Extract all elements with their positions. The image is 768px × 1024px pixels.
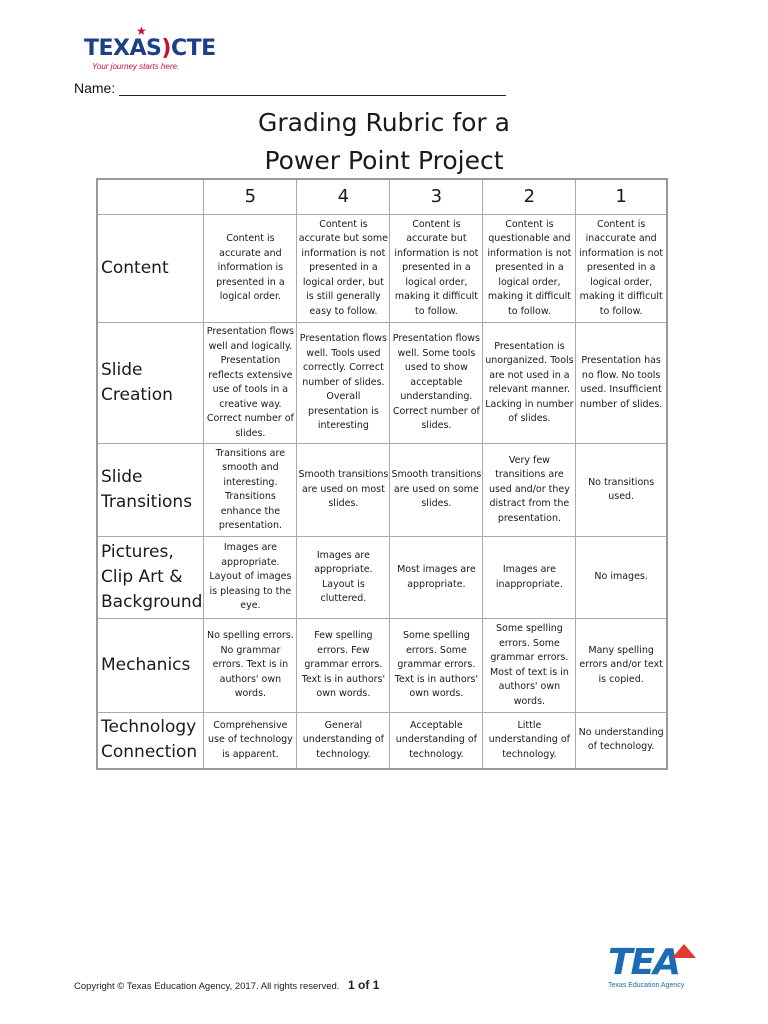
tea-logo bbox=[608, 944, 698, 994]
rubric-cell: Presentation is unorganized. Tools are not used in a relevant manner. Lacking in number of slides. bbox=[483, 323, 576, 444]
title-line-1: Grading Rubric for a bbox=[258, 108, 510, 137]
rubric-cell: No transitions used. bbox=[576, 444, 667, 537]
rubric-cell: Some spelling errors. Some grammar errors. Text is in authors' own words. bbox=[390, 619, 483, 713]
logo-wordmark: TEXAS)CTE bbox=[84, 36, 216, 61]
rubric-cell: Most images are appropriate. bbox=[390, 537, 483, 619]
table-row bbox=[97, 323, 667, 444]
rubric-cell: Images are appropriate. Layout of images is pleasing to the eye. bbox=[204, 537, 297, 619]
texas-cte-logo bbox=[84, 24, 214, 72]
rubric-cell: Content is accurate and information is presented in a logical order. bbox=[204, 215, 297, 323]
rubric-cell: Smooth transitions are used on some slides. bbox=[390, 444, 483, 537]
tea-subtitle: Texas Education Agency bbox=[608, 982, 685, 989]
name-field bbox=[74, 80, 506, 96]
rubric-cell: Transitions are smooth and interesting. Transitions enhance the presentation. bbox=[204, 444, 297, 537]
rubric-cell: Comprehensive use of technology is apparent. bbox=[204, 713, 297, 769]
name-label: Name: bbox=[74, 80, 116, 96]
header-score-5: 5 bbox=[204, 179, 297, 215]
criterion-label: Mechanics bbox=[97, 619, 204, 713]
rubric-cell: Smooth transitions are used on most slides. bbox=[297, 444, 390, 537]
rubric-cell: Images are appropriate. Layout is cluttered. bbox=[297, 537, 390, 619]
footer bbox=[74, 978, 379, 992]
rubric-cell: Images are inappropriate. bbox=[483, 537, 576, 619]
rubric-cell: No images. bbox=[576, 537, 667, 619]
rubric-cell: Some spelling errors. Some grammar errors. Most of text is in authors' own words. bbox=[483, 619, 576, 713]
header-row bbox=[97, 179, 667, 215]
header-score-1: 1 bbox=[576, 179, 667, 215]
logo-tagline: Your journey starts here. bbox=[92, 62, 180, 71]
criterion-label: Technology Connection bbox=[97, 713, 204, 769]
rubric-cell: Presentation flows well. Tools used correctly. Correct number of slides. Overall presentation is interesting bbox=[297, 323, 390, 444]
rubric-table bbox=[96, 178, 668, 770]
tea-wordmark: TEA bbox=[608, 942, 680, 983]
rubric-cell: Many spelling errors and/or text is copied. bbox=[576, 619, 667, 713]
criterion-label: Pictures, Clip Art & Background bbox=[97, 537, 204, 619]
header-score-4: 4 bbox=[297, 179, 390, 215]
page-title bbox=[180, 104, 588, 180]
title-line-2: Power Point Project bbox=[264, 146, 504, 175]
table-row bbox=[97, 619, 667, 713]
header-score-3: 3 bbox=[390, 179, 483, 215]
copyright-text: Copyright © Texas Education Agency, 2017. All rights reserved. bbox=[74, 981, 340, 992]
rubric-cell: Content is questionable and information is not presented in a logical order, making it difficult to follow. bbox=[483, 215, 576, 323]
name-blank-line bbox=[119, 80, 506, 96]
rubric-cell: Content is accurate but some information is not presented in a logical order, but is still generally easy to follow. bbox=[297, 215, 390, 323]
rubric-cell: Content is accurate but information is not presented in a logical order, making it difficult to follow. bbox=[390, 215, 483, 323]
rubric-cell: Few spelling errors. Few grammar errors. Text is in authors' own words. bbox=[297, 619, 390, 713]
criterion-label: Slide Transitions bbox=[97, 444, 204, 537]
table-row bbox=[97, 537, 667, 619]
page-number: 1 of 1 bbox=[348, 978, 380, 992]
rubric-cell: Little understanding of technology. bbox=[483, 713, 576, 769]
rubric-cell: Acceptable understanding of technology. bbox=[390, 713, 483, 769]
header-score-2: 2 bbox=[483, 179, 576, 215]
star-icon: ★ bbox=[136, 24, 147, 38]
table-row bbox=[97, 713, 667, 769]
flag-icon bbox=[672, 944, 696, 958]
rubric-cell: Presentation flows well. Some tools used to show acceptable understanding. Correct number of slides. bbox=[390, 323, 483, 444]
rubric-cell: No understanding of technology. bbox=[576, 713, 667, 769]
rubric-cell: No spelling errors. No grammar errors. Text is in authors' own words. bbox=[204, 619, 297, 713]
rubric-cell: Presentation flows well and logically. Presentation reflects extensive use of tools in a creative way. Correct number of slides. bbox=[204, 323, 297, 444]
rubric-cell: Presentation has no flow. No tools used. Insufficient number of slides. bbox=[576, 323, 667, 444]
rubric-cell: Very few transitions are used and/or they distract from the presentation. bbox=[483, 444, 576, 537]
header-cell-empty bbox=[97, 179, 204, 215]
criterion-label: Content bbox=[97, 215, 204, 323]
rubric-cell: General understanding of technology. bbox=[297, 713, 390, 769]
rubric-cell: Content is inaccurate and information is not presented in a logical order, making it difficult to follow. bbox=[576, 215, 667, 323]
criterion-label: Slide Creation bbox=[97, 323, 204, 444]
table-row bbox=[97, 444, 667, 537]
table-row bbox=[97, 215, 667, 323]
